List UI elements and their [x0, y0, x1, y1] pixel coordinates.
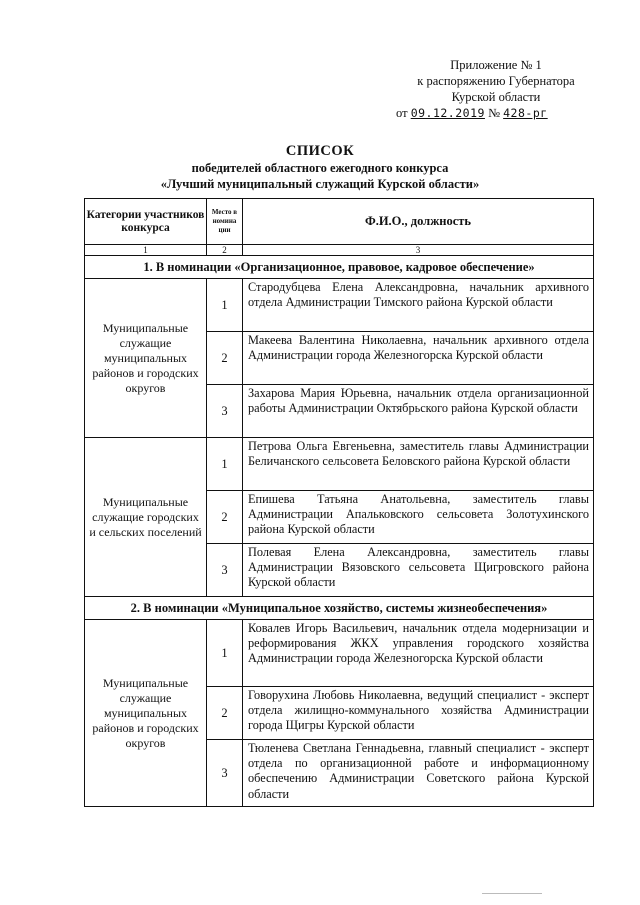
category-cell: Муниципальные служащие муниципальных районов и городских округов [85, 279, 207, 438]
header-place: Место в номина ции [207, 199, 243, 245]
winner-cell: Говорухина Любовь Николаевна, ведущий специалист - эксперт отдела жилищно-коммунального хозяйства Администрации города Щигры Курской области [243, 687, 594, 740]
winner-cell: Полевая Елена Александровна, заместитель главы Администрации Вязовского сельсовета Щигровского района Курской области [243, 544, 594, 597]
place-cell: 3 [207, 740, 243, 807]
nomination-row [85, 256, 594, 279]
winner-cell: Стародубцева Елена Александровна, начальник архивного отдела Администрации Тимского района Курской области [243, 279, 594, 332]
winner-cell: Тюленева Светлана Геннадьевна, главный специалист - эксперт отдела по организационной работе и информационному обеспечению Администрации Советского района Курской области [243, 740, 594, 807]
column-number-row [85, 245, 594, 256]
scan-mark [482, 893, 542, 894]
appendix-header [396, 57, 596, 121]
winner-cell: Макеева Валентина Николаевна, начальник архивного отдела Администрации города Железногорска Курской области [243, 332, 594, 385]
winner-cell: Петрова Ольга Евгеньевна, заместитель главы Администрации Беличанского сельсовета Беловского района Курской области [243, 438, 594, 491]
place-cell: 1 [207, 279, 243, 332]
table-row [85, 438, 594, 491]
category-cell: Муниципальные служащие городских и сельских поселений [85, 438, 207, 597]
col-number: 2 [207, 245, 243, 256]
category-cell: Муниципальные служащие муниципальных районов и городских округов [85, 620, 207, 807]
winner-cell: Ковалев Игорь Васильевич, начальник отдела модернизации и реформирования ЖКХ управления городского хозяйства Администрации города Железногорска Курской области [243, 620, 594, 687]
winner-cell: Захарова Мария Юрьевна, начальник отдела организационной работы Администрации Октябрьского района Курской области [243, 385, 594, 438]
table-row [85, 279, 594, 332]
place-cell: 3 [207, 544, 243, 597]
title-line1: победителей областного ежегодного конкурса [191, 161, 449, 175]
nomination-row [85, 597, 594, 620]
place-cell: 1 [207, 620, 243, 687]
document-title [0, 142, 640, 192]
col-number: 3 [243, 245, 594, 256]
number-prefix: № [488, 106, 500, 120]
col-number: 1 [85, 245, 207, 256]
header-name: Ф.И.О., должность [243, 199, 594, 245]
place-cell: 2 [207, 332, 243, 385]
header-category: Категории участников конкурса [85, 199, 207, 245]
date-prefix: от [396, 106, 408, 120]
table-header-row [85, 199, 594, 245]
winner-cell: Епишева Татьяна Анатольевна, заместитель главы Администрации Апальковского сельсовета Золотухинского района Курской области [243, 491, 594, 544]
place-cell: 2 [207, 687, 243, 740]
order-number: 428-рг [503, 106, 548, 120]
place-cell: 1 [207, 438, 243, 491]
appendix-line3: Курской области [451, 90, 541, 104]
order-date: 09.12.2019 [410, 106, 485, 120]
title-main: СПИСОК [285, 143, 355, 159]
nomination-title: 2. В номинации «Муниципальное хозяйство, системы жизнеобеспечения» [85, 597, 594, 620]
appendix-dateline [396, 105, 596, 121]
nomination-title: 1. В номинации «Организационное, правовое, кадровое обеспечение» [85, 256, 594, 279]
title-line2: «Лучший муниципальный служащий Курской области» [160, 177, 480, 191]
appendix-line2: к распоряжению Губернатора [417, 74, 575, 88]
winners-table [84, 198, 594, 807]
appendix-line1: Приложение № 1 [450, 58, 542, 72]
place-cell: 2 [207, 491, 243, 544]
table-row [85, 620, 594, 687]
place-cell: 3 [207, 385, 243, 438]
